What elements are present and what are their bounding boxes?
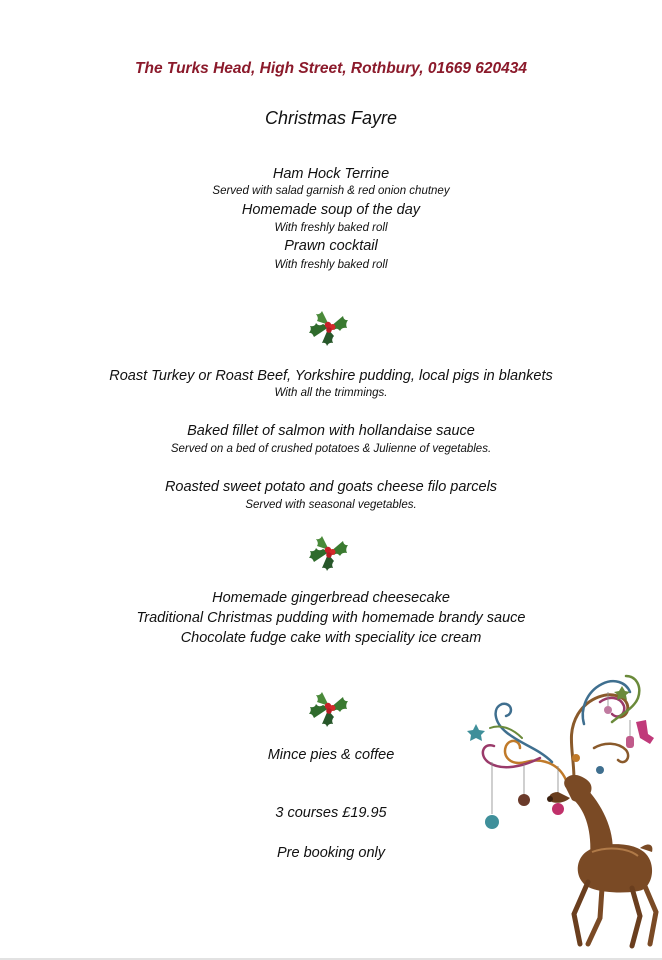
starter-name: Ham Hock Terrine <box>272 166 390 182</box>
reindeer-illustration <box>462 662 662 952</box>
main-name: Roast Turkey or Roast Beef, Yorkshire pudding, local pigs in blankets <box>109 368 553 384</box>
main-desc: Served on a bed of crushed potatoes & Julienne of vegetables. <box>170 443 492 455</box>
finale-item: Mince pies & coffee <box>267 747 395 763</box>
holly-icon <box>309 531 349 571</box>
starter-name: Homemade soup of the day <box>241 202 421 218</box>
starter-desc: With freshly baked roll <box>274 222 388 234</box>
main-desc: With all the trimmings. <box>274 387 388 399</box>
main-name: Roasted sweet potato and goats cheese filo parcels <box>164 479 498 495</box>
main-desc: Served with seasonal vegetables. <box>245 499 417 511</box>
dessert-item: Traditional Christmas pudding with homemade brandy sauce <box>136 610 526 626</box>
dessert-item: Homemade gingerbread cheesecake <box>212 590 450 606</box>
menu-title: Christmas Fayre <box>264 108 398 128</box>
pub-header: The Turks Head, High Street, Rothbury, 01669 620434 <box>135 60 527 77</box>
price-text: 3 courses £19.95 <box>275 805 387 821</box>
holly-icon <box>309 306 349 346</box>
starter-desc: Served with salad garnish & red onion chutney <box>212 185 450 197</box>
booking-note: Pre booking only <box>276 845 385 861</box>
main-name: Baked fillet of salmon with hollandaise sauce <box>187 423 475 439</box>
starter-name: Prawn cocktail <box>284 238 378 254</box>
holly-icon <box>309 687 349 727</box>
dessert-item: Chocolate fudge cake with speciality ice cream <box>180 630 482 646</box>
starter-desc: With freshly baked roll <box>274 259 388 271</box>
